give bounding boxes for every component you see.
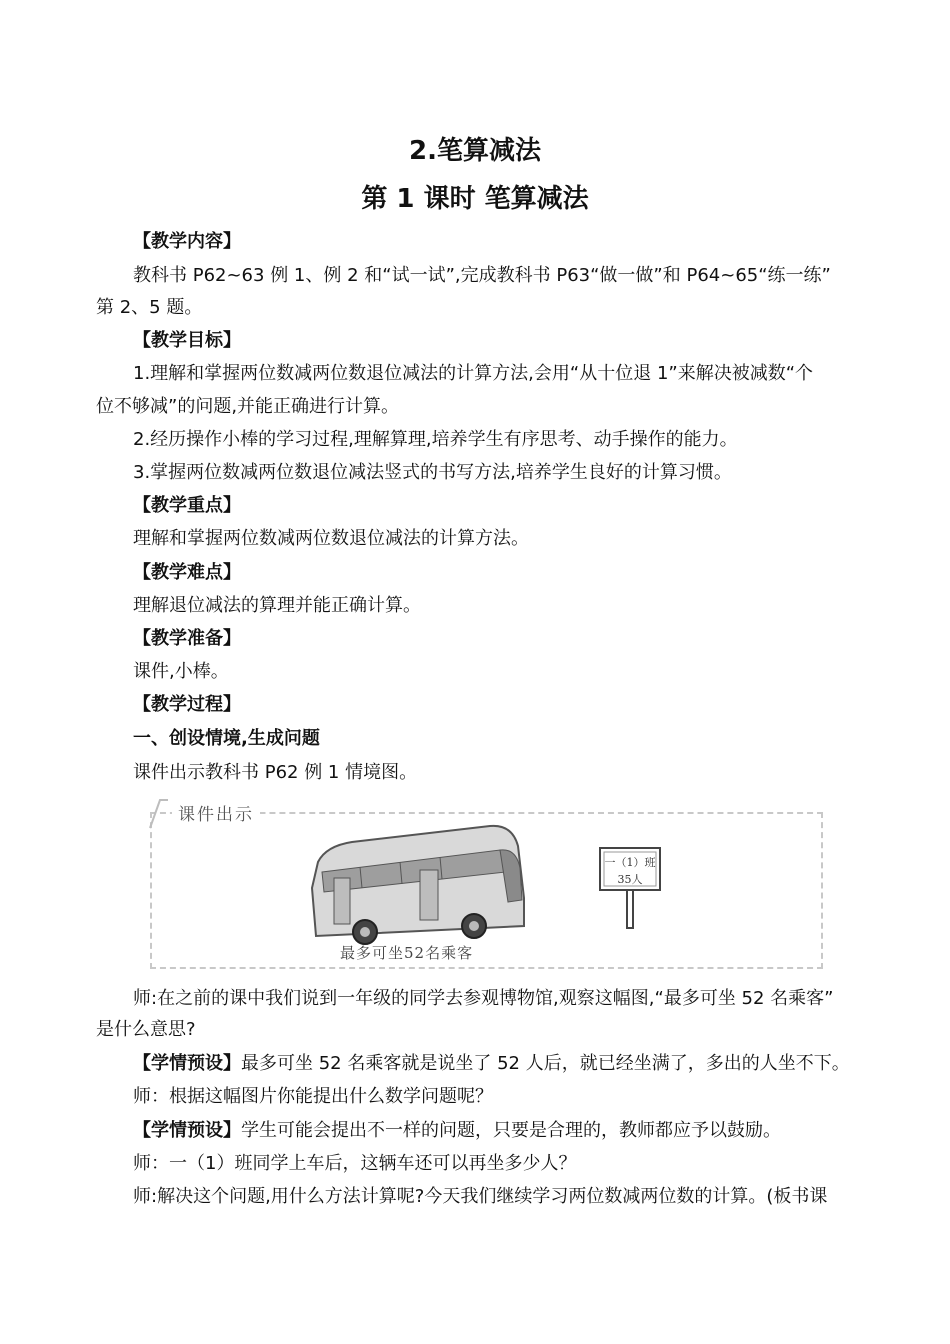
step-1-text: 课件出示教科书 P62 例 1 情境图。 — [133, 762, 418, 783]
key-points-text: 理解和掌握两位数减两位数退位减法的计算方法。 — [133, 528, 529, 549]
goal-3: 3.掌握两位数减两位数退位减法竖式的书写方法,培养学生良好的计算习惯。 — [133, 462, 732, 483]
preparation-text: 课件,小棒。 — [133, 661, 229, 682]
dialogue-4: 师:解决这个问题,用什么方法计算呢?今天我们继续学习两位数减两位数的计算。(板书课 — [133, 1186, 828, 1207]
preset-2-text: 学生可能会提出不一样的问题，只要是合理的，教师都应予以鼓励。 — [241, 1120, 781, 1141]
step-1-heading: 一、创设情境,生成问题 — [133, 728, 320, 749]
preset-2-tag: 【学情预设】 — [133, 1120, 241, 1141]
lesson-subtitle: 第 1 课时 笔算减法 — [361, 184, 589, 214]
goal-1-line2: 位不够减”的问题,并能正确进行计算。 — [96, 396, 400, 417]
content-text-line1: 教科书 P62~63 例 1、例 2 和“试一试”,完成教科书 P63“做一做”和 P64~65“练一练” — [133, 265, 831, 286]
difficulty-heading: 【教学难点】 — [133, 562, 241, 583]
dialogue-1-line2: 是什么意思? — [96, 1019, 196, 1040]
goal-2: 2.经历操作小棒的学习过程,理解算理,培养学生有序思考、动手操作的能力。 — [133, 429, 738, 450]
figure-label: 课件出示 — [172, 800, 260, 825]
preset-2 — [133, 1119, 781, 1143]
content-text-line2: 第 2、5 题。 — [96, 297, 203, 318]
preset-1 — [133, 1052, 850, 1076]
sign-count-label: 35人 — [617, 873, 643, 886]
dialogue-2: 师：根据这幅图片你能提出什么数学问题呢？ — [133, 1086, 493, 1107]
bus-icon — [312, 826, 524, 944]
preset-1-text: 最多可坐 52 名乘客就是说坐了 52 人后，就已经坐满了，多出的人坐不下。 — [241, 1053, 850, 1074]
sign-class-label: 一（1）班 — [604, 856, 656, 869]
content-heading: 【教学内容】 — [133, 231, 241, 252]
figure-caption: 最多可坐52名乘客 — [340, 944, 474, 962]
preparation-heading: 【教学准备】 — [133, 628, 241, 649]
document-title: 2.笔算减法 — [409, 136, 541, 166]
key-points-heading: 【教学重点】 — [133, 495, 241, 516]
dialogue-1-line1: 师:在之前的课中我们说到一年级的同学去参观博物馆,观察这幅图,“最多可坐 52 名乘客” — [133, 988, 834, 1009]
goal-1-line1: 1.理解和掌握两位数减两位数退位减法的计算方法,会用“从十位退 1”来解决被减数“个 — [133, 363, 814, 384]
process-heading: 【教学过程】 — [133, 694, 241, 715]
dialogue-3: 师：一（1）班同学上车后，这辆车还可以再坐多少人？ — [133, 1153, 577, 1174]
goals-heading: 【教学目标】 — [133, 330, 241, 351]
difficulty-text: 理解退位减法的算理并能正确计算。 — [133, 595, 421, 616]
preset-1-tag: 【学情预设】 — [133, 1053, 241, 1074]
label-accent-icon — [150, 800, 168, 828]
